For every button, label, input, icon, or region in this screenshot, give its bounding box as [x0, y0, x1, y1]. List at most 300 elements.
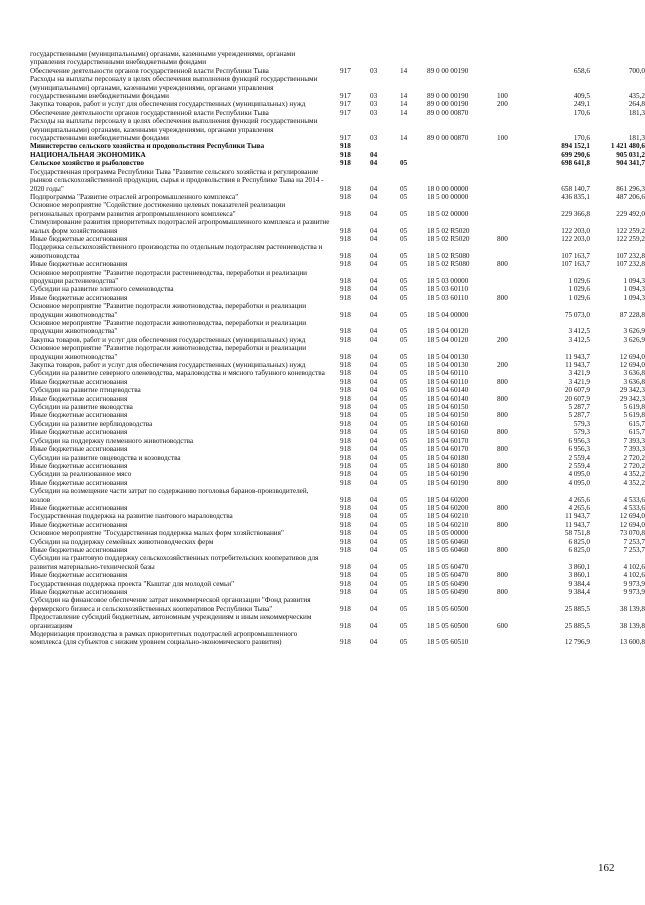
amount-year-2: 4 102,6 — [623, 562, 645, 571]
expense-type-code — [497, 168, 535, 193]
subsection-code: 05 — [400, 377, 408, 386]
gr-code: 918 — [340, 293, 351, 302]
row-name: Модернизация производства в рамках приоритетных подотраслей агропромышленного комплекса (для субъектов с низким уровнем социально-экономического развития) — [30, 630, 298, 647]
amount-year-1: 6 825,0 — [568, 545, 590, 554]
target-article-code: 18 5 02 R5080 — [427, 251, 470, 260]
gr-code: 918 — [340, 411, 351, 420]
target-article-code: 18 5 04 60180 — [427, 453, 469, 462]
row-name: Субсидии на поддержку семейных животноводческих ферм — [30, 537, 214, 546]
amount-year-2: 700,0 — [628, 66, 645, 75]
gr-code: 918 — [340, 159, 351, 168]
subsection-code: 05 — [400, 361, 408, 370]
subsection-code: 05 — [400, 310, 408, 319]
target-article-code: 18 5 05 60510 — [427, 638, 469, 647]
table-row — [30, 454, 645, 462]
expense-type-code: 800 — [497, 445, 508, 454]
section-code: 04 — [370, 369, 378, 378]
row-name: Основное мероприятие "Содействие достижению целевых показателей реализации региональных программ развития агропромышленного комплекса" — [30, 201, 286, 218]
amount-year-1 — [535, 50, 590, 67]
subsection-code: 05 — [400, 327, 408, 336]
gr-code: 918 — [340, 436, 351, 445]
amount-year-1: 9 384,4 — [568, 588, 590, 596]
target-article-code: 89 0 00 00870 — [427, 108, 469, 117]
subsection-code: 05 — [400, 369, 408, 378]
amount-year-1: 409,5 — [573, 92, 590, 101]
subsection-code: 14 — [400, 92, 408, 101]
section-code: 04 — [370, 386, 378, 395]
row-name: Государственная программа Республики Тыва "Развитие сельского хозяйства и регулирование рынков сельскохозяйственной продукции, сырья и продовольствия в Республике Тыва на 2014 - 2020 годы" — [30, 167, 324, 193]
amount-year-1: 11 943,7 — [565, 361, 590, 370]
subsection-code: 05 — [400, 445, 408, 454]
subsection-code: 05 — [400, 352, 408, 361]
gr-code: 917 — [340, 108, 351, 117]
gr-code: 918 — [340, 562, 351, 571]
subsection-code: 14 — [400, 108, 408, 117]
target-article-code: 18 5 04 00130 — [427, 352, 469, 361]
table-row — [30, 75, 645, 100]
row-name: Субсидии на возмещение части затрат по содержанию поголовья баранов-производителей, козлов — [30, 487, 309, 504]
amount-year-1: 1 029,6 — [568, 285, 590, 294]
row-name: Иные бюджетные ассигнования — [30, 478, 128, 487]
expense-type-code — [497, 319, 535, 336]
gr-code: 918 — [340, 579, 351, 588]
expense-type-code: 100 — [497, 134, 508, 143]
table-row — [30, 117, 645, 142]
amount-year-1: 699 290,6 — [561, 150, 590, 159]
row-name: Поддержка сельскохозяйственного производства по отдельным подотраслям растениеводства и животноводства — [30, 243, 323, 260]
amount-year-1: 20 607,9 — [564, 394, 590, 403]
table-row — [30, 613, 645, 630]
target-article-code: 18 5 02 R5020 — [427, 226, 470, 235]
amount-year-2: 264,8 — [628, 100, 645, 109]
amount-year-1: 20 607,9 — [564, 386, 590, 395]
amount-year-2: 4 533,6 — [623, 503, 645, 512]
table-row — [30, 571, 645, 579]
table-row — [30, 294, 645, 302]
gr-code: 918 — [340, 142, 351, 151]
subsection-code: 05 — [400, 537, 408, 546]
section-code: 04 — [370, 520, 378, 529]
expense-type-code: 200 — [497, 100, 508, 109]
gr-code: 918 — [340, 209, 351, 218]
table-row — [30, 302, 645, 319]
subsection-code: 05 — [400, 571, 408, 580]
table-row — [30, 201, 645, 218]
table-row — [30, 378, 645, 386]
gr-code: 918 — [340, 327, 351, 336]
gr-code: 918 — [340, 470, 351, 479]
target-article-code: 18 5 05 00000 — [427, 529, 469, 538]
section-code: 03 — [370, 100, 378, 109]
amount-year-2: 7 253,7 — [623, 545, 645, 554]
gr-code: 917 — [340, 92, 351, 101]
row-name: Иные бюджетные ассигнования — [30, 588, 128, 596]
amount-year-2: 3 626,9 — [623, 335, 645, 344]
target-article-code: 18 5 04 60170 — [427, 436, 469, 445]
target-article-code: 18 5 02 R5020 — [427, 234, 470, 243]
section-code: 04 — [370, 335, 378, 344]
gr-code: 918 — [340, 453, 351, 462]
table-row — [30, 344, 645, 361]
expense-type-code: 800 — [497, 234, 508, 243]
table-row — [30, 420, 645, 428]
amount-year-1: 12 796,9 — [564, 638, 590, 647]
expense-type-code — [497, 369, 535, 377]
amount-year-2: 615,7 — [628, 428, 645, 437]
section-code: 04 — [370, 445, 378, 454]
section-code: 04 — [370, 638, 378, 647]
amount-year-1: 579,3 — [573, 428, 590, 437]
expense-type-code — [497, 512, 535, 520]
row-name: Основное мероприятие "Развитие подотрасли животноводства, переработки и реализации продукции животноводства" — [30, 319, 307, 336]
amount-year-1: 122 203,0 — [561, 234, 590, 243]
amount-year-1: 9 384,4 — [568, 579, 590, 588]
amount-year-2: 615,7 — [628, 419, 645, 428]
row-name: Субсидии на развитие элитного семеноводства — [30, 285, 174, 294]
subsection-code: 05 — [400, 520, 408, 529]
section-code: 04 — [370, 192, 378, 201]
subsection-code: 05 — [400, 638, 408, 647]
expense-type-code: 800 — [497, 461, 508, 470]
amount-year-1: 25 885,5 — [564, 621, 590, 630]
amount-year-2: 38 139,8 — [619, 621, 645, 630]
target-article-code: 18 5 04 00120 — [427, 335, 469, 344]
row-name: Иные бюджетные ассигнования — [30, 428, 128, 437]
subsection-code: 14 — [400, 100, 408, 109]
table-row — [30, 260, 645, 268]
gr-code: 917 — [340, 100, 351, 109]
amount-year-2: 229 492,0 — [616, 209, 645, 218]
table-row — [30, 546, 645, 554]
table-row — [30, 588, 645, 596]
row-name: Государственная поддержка проекта "Кыштаг для молодой семьи" — [30, 579, 235, 588]
row-name: Основное мероприятие "Развитие подотрасли растениеводства, переработки и реализации продукции растениеводства" — [30, 268, 308, 285]
section-code — [370, 50, 400, 67]
subsection-code: 05 — [400, 411, 408, 420]
table-row — [30, 395, 645, 403]
target-article-code: 18 5 05 60460 — [427, 545, 469, 554]
gr-code: 918 — [340, 377, 351, 386]
table-row — [30, 369, 645, 377]
gr-code: 918 — [340, 461, 351, 470]
section-code: 04 — [370, 621, 378, 630]
section-code: 04 — [370, 361, 378, 370]
target-article-code: 18 5 05 60460 — [427, 537, 469, 546]
section-code: 04 — [370, 545, 378, 554]
table-row — [30, 554, 645, 571]
section-code: 04 — [370, 571, 378, 580]
amount-year-2: 12 694,0 — [619, 352, 645, 361]
target-article-code: 18 5 04 60200 — [427, 495, 469, 504]
target-article-code: 18 5 04 00000 — [427, 310, 469, 319]
subsection-code: 05 — [400, 419, 408, 428]
amount-year-2: 4 533,6 — [623, 495, 645, 504]
amount-year-2: 29 342,3 — [619, 394, 645, 403]
section-code: 04 — [370, 293, 378, 302]
subsection-code: 05 — [400, 293, 408, 302]
amount-year-2: 13 600,8 — [619, 638, 645, 647]
target-article-code: 18 5 04 60150 — [427, 411, 469, 420]
amount-year-2: 4 352,2 — [623, 470, 645, 479]
subsection-code: 05 — [400, 562, 408, 571]
subsection-code: 05 — [400, 159, 408, 168]
row-name: Иные бюджетные ассигнования — [30, 260, 128, 269]
gr-code: 918 — [340, 588, 351, 596]
expense-type-code — [497, 302, 535, 319]
amount-year-2: 4 102,6 — [623, 571, 645, 580]
amount-year-1: 75 073,0 — [564, 310, 590, 319]
amount-year-1: 58 751,8 — [564, 529, 590, 538]
row-name: Закупка товаров, работ и услуг для обеспечения государственных (муниципальных) нужд — [30, 100, 306, 109]
gr-code: 918 — [340, 428, 351, 437]
row-name: Расходы на выплаты персоналу в целях обеспечения выполнения функций государственными (муниципальными) органами, казенными учреждениями, органами управления государственными внебюджетными фондами — [30, 75, 318, 101]
gr-code — [334, 50, 370, 67]
amount-year-1: 5 287,7 — [568, 411, 590, 420]
section-code: 04 — [370, 461, 378, 470]
table-row — [30, 630, 645, 647]
row-name: Субсидии на развитие овцеводства и козоводства — [30, 453, 181, 462]
gr-code: 918 — [340, 361, 351, 370]
target-article-code: 18 5 04 60210 — [427, 512, 469, 521]
target-article-code: 18 0 00 00000 — [427, 184, 469, 193]
expense-type-code — [497, 243, 535, 260]
expense-type-code — [497, 596, 535, 613]
row-name: Закупка товаров, работ и услуг для обеспечения государственных (муниципальных) нужд — [30, 361, 306, 370]
section-code: 04 — [370, 503, 378, 512]
row-name: Расходы на выплаты персоналу в целях обеспечения выполнения функций государственными (муниципальными) органами, казенными учреждениями, органами управления государственными внебюджетными фондами — [30, 117, 318, 143]
amount-year-2 — [590, 50, 645, 67]
amount-year-2: 487 206,6 — [616, 192, 645, 201]
target-article-code: 18 5 04 60170 — [427, 445, 469, 454]
section-code: 04 — [370, 226, 378, 235]
amount-year-2: 3 626,9 — [623, 327, 645, 336]
gr-code: 918 — [340, 285, 351, 294]
row-name: Субсидии за реализованное мясо — [30, 470, 132, 479]
expense-type-code — [497, 386, 535, 394]
gr-code: 918 — [340, 529, 351, 538]
expense-type-code: 600 — [497, 621, 508, 630]
table-row — [30, 218, 645, 235]
subsection-code: 05 — [400, 276, 408, 285]
target-article-code: 18 5 04 00120 — [427, 327, 469, 336]
subsection-code: 05 — [400, 335, 408, 344]
expense-type-code — [497, 403, 535, 411]
section-code: 04 — [370, 579, 378, 588]
target-article-code: 18 5 04 00130 — [427, 361, 469, 370]
section-code: 04 — [370, 428, 378, 437]
table-row — [30, 504, 645, 512]
target-article-code: 18 5 04 60160 — [427, 419, 469, 428]
amount-year-1: 229 366,8 — [561, 209, 590, 218]
expense-type-code: 800 — [497, 520, 508, 529]
section-code: 04 — [370, 260, 378, 269]
gr-code: 918 — [340, 495, 351, 504]
amount-year-1: 894 152,1 — [561, 142, 590, 151]
subsection-code: 14 — [400, 134, 408, 143]
row-name: Иные бюджетные ассигнования — [30, 461, 128, 470]
expense-type-code — [497, 201, 535, 218]
table-row — [30, 151, 645, 159]
table-row — [30, 386, 645, 394]
expense-type-code — [497, 470, 535, 478]
table-row — [30, 538, 645, 546]
amount-year-1: 25 885,5 — [564, 604, 590, 613]
expense-type-code: 100 — [497, 92, 508, 101]
amount-year-2: 122 259,2 — [616, 226, 645, 235]
section-code: 03 — [370, 134, 378, 143]
gr-code: 918 — [340, 335, 351, 344]
section-code: 04 — [370, 310, 378, 319]
row-name: Основное мероприятие "Государственная поддержка малых форм хозяйствования" — [30, 529, 284, 538]
gr-code: 918 — [340, 478, 351, 487]
row-name: Субсидии на развитие птицеводства — [30, 386, 141, 395]
gr-code: 918 — [340, 419, 351, 428]
table-row — [30, 512, 645, 520]
amount-year-2: 1 094,3 — [623, 285, 645, 294]
expense-type-code — [497, 487, 535, 504]
target-article-code: 18 5 03 00000 — [427, 276, 469, 285]
expense-type-code: 800 — [497, 293, 508, 302]
expense-type-code — [497, 218, 535, 235]
amount-year-1: 11 943,7 — [565, 520, 590, 529]
expense-type-code: 800 — [497, 571, 508, 580]
row-name: Иные бюджетные ассигнования — [30, 411, 128, 420]
subsection-code — [400, 50, 427, 67]
gr-code: 918 — [340, 545, 351, 554]
subsection-code: 05 — [400, 588, 408, 596]
amount-year-1: 2 559,4 — [568, 453, 590, 462]
table-row — [30, 462, 645, 470]
subsection-code: 05 — [400, 461, 408, 470]
section-code: 04 — [370, 327, 378, 336]
amount-year-1: 107 163,7 — [561, 260, 590, 269]
section-code: 04 — [370, 419, 378, 428]
expense-type-code — [497, 142, 535, 150]
table-row — [30, 50, 645, 67]
expense-type-code — [497, 630, 535, 647]
table-row — [30, 445, 645, 453]
target-article-code: 89 0 00 00190 — [427, 66, 469, 75]
amount-year-2: 7 253,7 — [623, 537, 645, 546]
gr-code: 918 — [340, 520, 351, 529]
expense-type-code: 800 — [497, 545, 508, 554]
row-name: Субсидии на развитие северного оленеводства, мараловодства и мясного табунного коневодства — [30, 369, 325, 378]
target-article-code: 18 5 04 60210 — [427, 520, 469, 529]
subsection-code: 05 — [400, 478, 408, 487]
amount-year-1: 170,6 — [573, 108, 590, 117]
target-article-code: 18 5 04 60200 — [427, 503, 469, 512]
table-row — [30, 319, 645, 336]
amount-year-1: 1 029,6 — [568, 293, 590, 302]
expense-type-code: 800 — [497, 260, 508, 269]
subsection-code: 05 — [400, 184, 408, 193]
amount-year-2: 904 341,7 — [616, 159, 645, 168]
amount-year-1: 436 835,1 — [561, 192, 590, 201]
row-name: Предоставление субсидий бюджетным, автономным учреждениям и иным некоммерческим организациям — [30, 613, 312, 630]
amount-year-1: 107 163,7 — [561, 251, 590, 260]
expense-type-code: 200 — [497, 361, 508, 370]
expense-type-code — [497, 538, 535, 546]
subsection-code: 05 — [400, 470, 408, 479]
amount-year-1: 122 203,0 — [561, 226, 590, 235]
amount-year-2: 3 636,8 — [623, 369, 645, 378]
target-article-code: 18 5 05 60500 — [427, 604, 469, 613]
table-row — [30, 470, 645, 478]
subsection-code: 05 — [400, 285, 408, 294]
row-name: Основное мероприятие "Развитие подотрасли животноводства, переработки и реализации продукции животноводства" — [30, 302, 307, 319]
gr-code: 918 — [340, 226, 351, 235]
section-code: 04 — [370, 159, 378, 168]
row-name: Иные бюджетные ассигнования — [30, 503, 128, 512]
amount-year-1: 6 956,3 — [568, 436, 590, 445]
subsection-code: 05 — [400, 403, 408, 412]
target-article-code — [427, 151, 497, 159]
amount-year-2: 122 259,2 — [616, 234, 645, 243]
amount-year-2: 9 973,9 — [623, 588, 645, 596]
amount-year-1: 5 287,7 — [568, 403, 590, 412]
table-row — [30, 243, 645, 260]
table-row — [30, 100, 645, 108]
amount-year-2: 87 228,8 — [619, 310, 645, 319]
row-name: Обеспечение деятельности органов государственной власти Республики Тыва — [30, 66, 269, 75]
amount-year-1: 3 421,9 — [568, 377, 590, 386]
expense-type-code — [497, 554, 535, 571]
row-name: Иные бюджетные ассигнования — [30, 377, 128, 386]
target-article-code: 18 5 05 60500 — [427, 621, 469, 630]
target-article-code: 18 5 05 60490 — [427, 579, 469, 588]
expense-type-code: 800 — [497, 377, 508, 386]
subsection-code — [400, 142, 427, 150]
section-code — [370, 142, 400, 150]
target-article-code: 18 5 03 60110 — [427, 285, 469, 294]
table-row — [30, 285, 645, 293]
expense-type-code: 200 — [497, 335, 508, 344]
table-row — [30, 67, 645, 75]
gr-code: 918 — [340, 403, 351, 412]
subsection-code: 05 — [400, 529, 408, 538]
target-article-code: 18 5 04 60190 — [427, 470, 469, 479]
amount-year-1: 3 860,1 — [568, 562, 590, 571]
expense-type-code — [497, 109, 535, 117]
amount-year-1: 1 029,6 — [568, 276, 590, 285]
amount-year-2: 1 094,3 — [623, 276, 645, 285]
amount-year-1: 11 943,7 — [565, 352, 590, 361]
gr-code: 918 — [340, 638, 351, 647]
section-code: 04 — [370, 377, 378, 386]
amount-year-1: 4 265,6 — [568, 495, 590, 504]
gr-code: 918 — [340, 445, 351, 454]
row-name: Подпрограмма "Развитие отраслей агропромышленного комплекса" — [30, 192, 239, 201]
table-row — [30, 487, 645, 504]
gr-code: 917 — [340, 66, 351, 75]
gr-code: 918 — [340, 604, 351, 613]
row-name: Сельское хозяйство и рыболовство — [30, 159, 145, 168]
expense-type-code — [497, 420, 535, 428]
amount-year-1: 249,1 — [573, 100, 590, 109]
section-code: 04 — [370, 209, 378, 218]
amount-year-2: 1 094,3 — [623, 293, 645, 302]
table-row — [30, 361, 645, 369]
expense-type-code — [497, 193, 535, 201]
subsection-code: 05 — [400, 234, 408, 243]
amount-year-1: 4 265,6 — [568, 503, 590, 512]
amount-year-2: 29 342,3 — [619, 386, 645, 395]
section-code: 03 — [370, 108, 378, 117]
section-code: 04 — [370, 529, 378, 538]
subsection-code: 05 — [400, 386, 408, 395]
section-code: 04 — [370, 411, 378, 420]
expense-type-code — [497, 67, 535, 75]
